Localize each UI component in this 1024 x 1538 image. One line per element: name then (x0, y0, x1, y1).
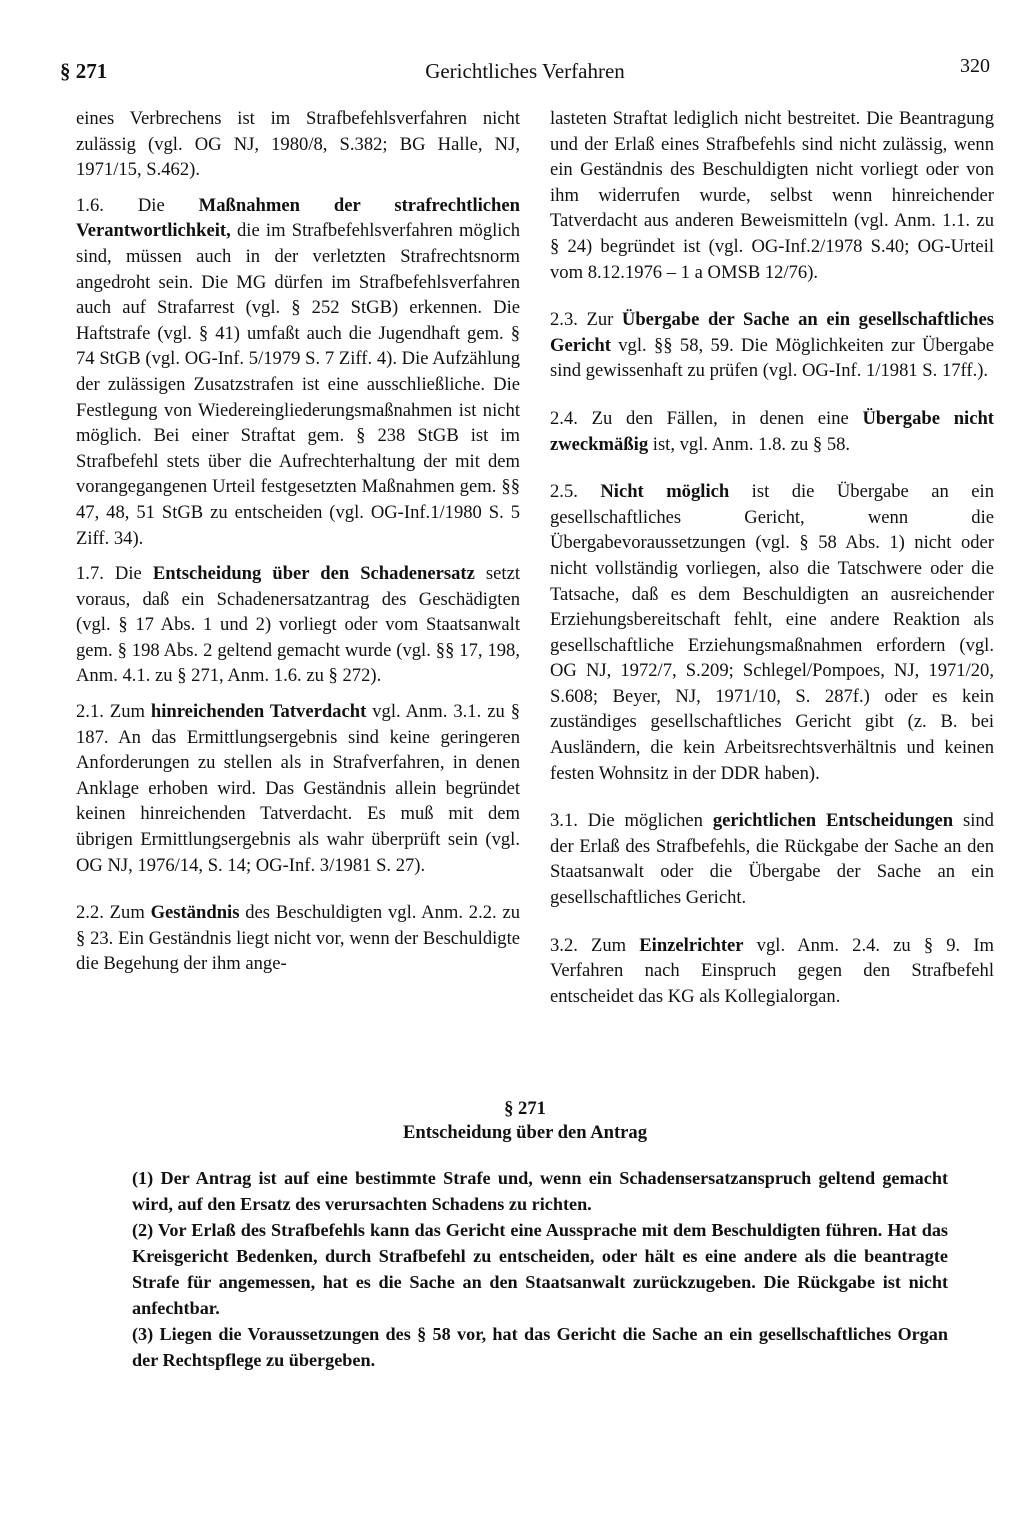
annotation-paragraph (76, 699, 520, 878)
annotation-keyword: Einzelrichter (639, 934, 744, 956)
statute-number: § 271 (504, 1098, 546, 1119)
statute-paragraph: (2) Vor Erlaß des Strafbefehls kann das Gericht eine Aussprache mit dem Beschuldigten führen. Hat das Kreisgericht Bedenken, durch Strafbefehl zu entscheiden, oder hält es eine andere als die beantragte Strafe für angemessen, hat es die Sache an den Staatsanwalt zurückzugeben. Die Rückgabe ist nicht anfechtbar. (132, 1220, 948, 1318)
annotation-number: 2.1. (76, 701, 104, 723)
annotation-keyword: Geständnis (150, 902, 240, 924)
statute-text (132, 1165, 948, 1373)
annotation-lead-text: Zum (103, 701, 151, 723)
annotation-lead-text: Die (103, 194, 199, 216)
annotation-paragraph (550, 406, 994, 457)
annotation-number: 2.4. (550, 407, 578, 429)
statute-paragraph: (1) Der Antrag ist auf eine bestimmte Strafe und, wenn ein Schadensersatzanspruch geltend gemacht wird, auf den Ersatz des verursachten Schadens zu richten. (132, 1168, 948, 1214)
annotation-lead-text: Zu den Fällen, in denen eine (577, 407, 863, 429)
statute-paragraph: (3) Liegen die Voraussetzungen des § 58 vor, hat das Gericht die Sache an ein gesellschaftliches Organ der Rechtspflege zu übergeben. (132, 1324, 948, 1370)
annotation-paragraph (76, 900, 520, 977)
annotation-number: 2.3. (550, 309, 578, 331)
annotation-keyword: hinreichenden Tatverdacht (150, 701, 367, 723)
annotation-paragraph (76, 561, 520, 689)
annotation-keyword: gerichtlichen Entscheidungen (712, 810, 954, 832)
annotation-paragraph: lasteten Straftat lediglich nicht bestreitet. Die Beantragung und der Erlaß eines Strafbefehls sind nicht zulässig, wenn ein Geständnis des Beschuldigten nicht vorliegt oder von ihm widerrufen wurde, selbst wenn hinreichender Tatverdacht aus anderen Beweismitteln (vgl. Anm. 1.1. zu § 24) begründet ist (vgl. OG-Inf.2/1978 S.40; OG-Urteil vom 8.12.1976 – 1 a OMSB 12/76). (550, 108, 994, 283)
statute-section (60, 1097, 990, 1373)
annotation-body-text: setzt voraus, daß ein Schadenersatzantrag des Geschädigten (vgl. § 17 Abs. 1 und 2) vorliegt oder vom Staatsanwalt gem. § 198 Abs. 2 geltend gemacht wurde (vgl. §§ 17, 198, Anm. 4.1. zu § 271, Anm. 1.6. zu § 272). (76, 563, 520, 687)
annotation-paragraph (76, 193, 520, 551)
annotation-lead-text (578, 481, 600, 502)
annotation-paragraph (550, 808, 994, 910)
left-column (76, 106, 520, 987)
annotation-lead-text: Zur (577, 309, 622, 331)
statute-title: Entscheidung über den Antrag (402, 1122, 647, 1143)
annotation-keyword: Nicht möglich (600, 481, 730, 503)
annotation-body-text: vgl. §§ 58, 59. Die Möglichkeiten zur Übergabe sind gewissenhaft zu prüfen (vgl. OG-Inf. 1/1981 S. 17ff.). (550, 334, 994, 382)
annotation-body-text: sind der Erlaß des Strafbefehls, die Rückgabe der Sache an den Staatsanwalt oder die Übergabe der Sache an ein gesellschaftliches Gericht. (550, 810, 994, 909)
annotation-lead-text: Zum (577, 934, 640, 956)
annotation-body-text: ist, vgl. Anm. 1.8. zu § 58. (648, 433, 851, 455)
annotation-paragraph (550, 933, 994, 1010)
annotation-keyword: Maßnahmen der strafrechtlichen Verantwortlichkeit, (76, 194, 520, 242)
annotation-paragraph: eines Verbrechens ist im Strafbefehlsverfahren nicht zulässig (vgl. OG NJ, 1980/8, S.382; BG Halle, NJ, 1971/15, S.462). (76, 108, 520, 181)
annotation-lead-text: Die (103, 563, 153, 585)
annotation-keyword: Entscheidung über den Schadenersatz (152, 563, 475, 585)
annotation-body-text: vgl. Anm. 3.1. zu § 187. An das Ermittlungsergebnis sind keine geringeren Anforderungen zu stellen als in Strafverfahren, in denen Anklage erhoben wird. Das Geständnis allein begründet keinen hinreichenden Tatverdacht. Es muß mit dem übrigen Ermittlungsergebnis als wahr überprüft sein (vgl. OG NJ, 1976/14, S. 14; OG-Inf. 3/1981 S. 27). (76, 701, 520, 876)
annotation-number: 1.7. (76, 563, 104, 585)
page-number: 320 (960, 55, 990, 77)
annotation-paragraph (550, 479, 994, 786)
annotation-lead-text: Die möglichen (577, 810, 713, 832)
header-section-number: § 271 (60, 59, 108, 83)
annotation-paragraph (550, 307, 994, 384)
annotation-keyword: Übergabe nicht zweckmäßig (550, 407, 994, 455)
annotation-number: 3.1. (550, 810, 578, 832)
annotation-keyword: Übergabe der Sache an ein gesellschaftliches Gericht (550, 309, 994, 356)
annotation-number: 2.2. (76, 902, 104, 924)
annotation-number: 1.6. (76, 194, 104, 216)
running-header (60, 55, 990, 89)
annotation-body-text: die im Strafbefehlsverfahren möglich sind, müssen auch in der verletzten Strafrechtsnorm angedroht sein. Die MG dürfen im Strafbefehlsverfahren auch auf Strafarrest (vgl. § 252 StGB) erkennen. Die Haftstrafe (vgl. § 41) umfaßt auch die Jugendhaft gem. § 74 StGB (vgl. OG-Inf. 5/1979 S. 7 Ziff. 4). Die Aufzählung der zulässigen Zusatzstrafen ist eine ausschließliche. Die Festlegung von Wiedereingliederungsmaßnahmen ist nicht möglich. Bei einer Straftat gem. § 238 StGB ist im Strafbefehl stets über die Aufrechterhaltung der mit dem vorangegangenen Urteil festgesetzten Maßnahmen gem. §§ 47, 48, 51 StGB zu entscheiden (vgl. OG-Inf.1/1980 S. 5 Ziff. 34). (76, 220, 520, 549)
annotation-number: 2.5. (550, 481, 578, 503)
right-column (550, 106, 994, 1019)
annotation-number: 3.2. (550, 934, 578, 956)
annotation-body-text: des Beschuldigten vgl. Anm. 2.2. zu § 23. Ein Geständnis liegt nicht vor, wenn der Beschuldigte die Begehung der ihm ange- (76, 902, 521, 975)
annotation-lead-text: Zum (103, 902, 151, 924)
header-title: Gerichtliches Verfahren (425, 59, 625, 83)
annotation-body-text: vgl. Anm. 2.4. zu § 9. Im Verfahren nach Einspruch gegen den Strafbefehl entscheidet das KG als Kollegialorgan. (550, 934, 994, 1007)
annotation-body-text: ist die Übergabe an ein gesellschaftliches Gericht, wenn die Übergabevoraussetzungen (vgl. § 58 Abs. 1) nicht oder nicht vollständig vorliegen, also die Tatschwere oder die Tatsache, daß es dem Beschuldigten an ausreichender Erziehungsbereitschaft fehlt, eine andere Reaktion als gesellschaftliche Erziehungsmaßnahmen erfordern (vgl. OG NJ, 1972/7, S.209; Schlegel/Pompoes, NJ, 1971/20, S.608; Beyer, NJ, 1971/10, S. 287f.) oder es kein zuständiges gesellschaftliches Gericht gibt (z. B. bei Ausländern, die kein Arbeitsrechtsverhältnis und keinen festen Wohnsitz in der DDR haben). (550, 481, 994, 784)
